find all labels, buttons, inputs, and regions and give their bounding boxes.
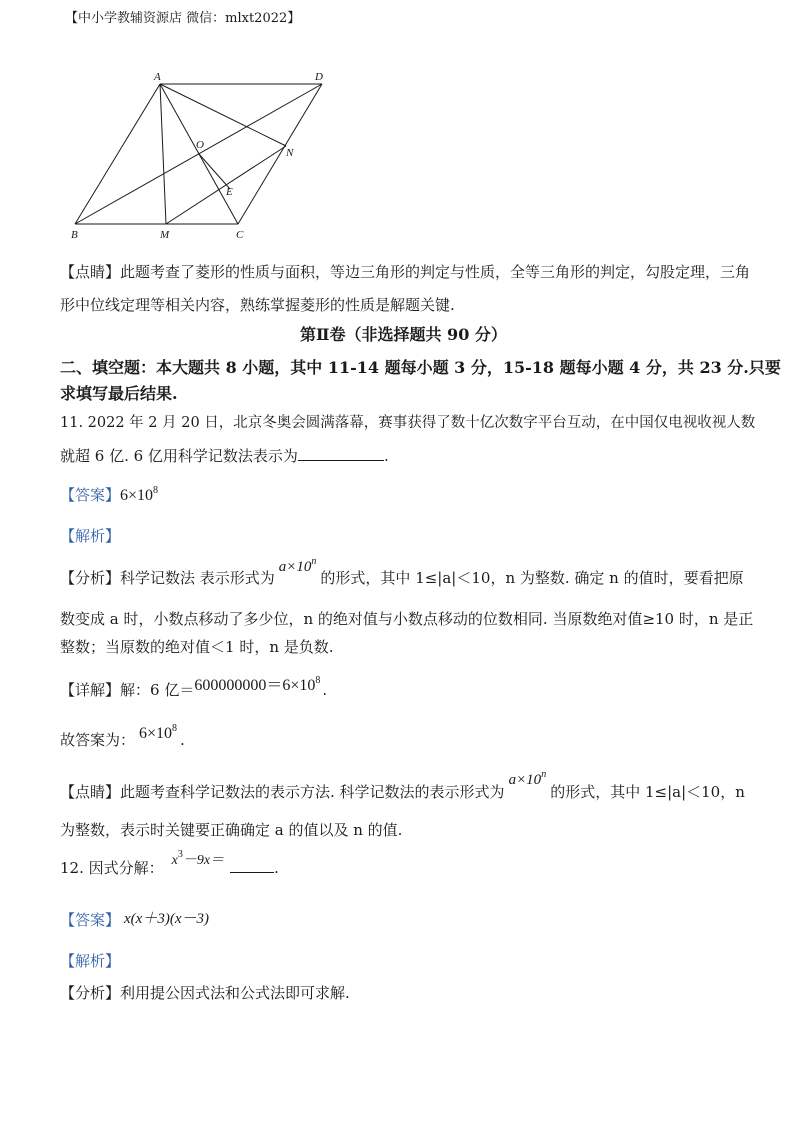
fenxi-formula-exp: n xyxy=(311,556,317,567)
q11-answer-base: 6×10 xyxy=(120,487,154,504)
dianjing-tag: 【点睛】 xyxy=(60,783,121,801)
dianjing-tag: 【点睛】 xyxy=(60,263,121,281)
fenxi-formula xyxy=(278,556,317,575)
q11-answer-value xyxy=(120,487,158,504)
prev-comment-text: 此题考查了菱形的性质与面积，等边三角形的判定与性质，全等三角形的判定，勾股定理，三角 xyxy=(120,263,751,281)
so-formula-base: 6×10 xyxy=(139,725,173,742)
prev-comment-line1 xyxy=(60,262,750,282)
dianjing-text-b: 的形式，其中 1≤|a|＜10，n xyxy=(550,783,745,801)
q11-analysis-tag: 【解析】 xyxy=(60,527,121,545)
page-header: 【中小学教辅资源店 微信：mlxt2022】 xyxy=(65,11,301,26)
q11-so xyxy=(60,723,185,751)
so-end: . xyxy=(180,731,185,749)
label-D: D xyxy=(315,71,323,83)
detail-formula-exp: 8 xyxy=(315,675,321,686)
q12-analysis-tag: 【解析】 xyxy=(60,952,121,970)
rhombus-figure xyxy=(60,64,350,244)
dianjing-formula-exp: n xyxy=(541,769,547,780)
q11-answer xyxy=(60,485,158,506)
q11-dianjing-line1 xyxy=(60,769,745,803)
dianjing-formula xyxy=(508,769,547,788)
detail-formula xyxy=(194,677,320,694)
q12-fenxi xyxy=(60,983,350,1003)
q12-end: . xyxy=(274,859,279,877)
q11-line1: 11. 2022 年 2 月 20 日，北京冬奥会圆满落幕，赛事获得了数十亿次数字平台互动，在中国仅电视收视人数 xyxy=(60,415,756,431)
fenxi-tag: 【分析】 xyxy=(60,984,121,1002)
answer-tag: 【答案】 xyxy=(60,486,121,504)
label-E: E xyxy=(226,186,233,198)
fenxi-text-b: 的形式，其中 1≤|a|＜10，n 为整数. 确定 n 的值时，要看把原 xyxy=(320,569,744,587)
q12-blank xyxy=(230,858,274,873)
q11-fenxi-line3: 整数；当原数的绝对值＜1 时，n 是负数. xyxy=(60,638,334,656)
label-C: C xyxy=(236,229,244,241)
q11-fenxi-line1 xyxy=(60,556,744,589)
q12-answer-value: x(x＋3)(x－3) xyxy=(124,911,209,927)
fenxi-formula-base: a×10 xyxy=(278,559,312,575)
so-text: 故答案为： xyxy=(60,731,136,749)
fenxi-tag: 【分析】 xyxy=(60,569,121,587)
q12-prefix: 12. 因式分解： xyxy=(60,859,164,877)
dianjing-text-a: 此题考查科学记数法的表示方法. 科学记数法的表示形式为 xyxy=(120,783,505,801)
q12-expr-exp: 3 xyxy=(177,849,183,860)
q12-expr-a: x xyxy=(171,853,178,868)
q11-answer-exp: 8 xyxy=(153,485,159,496)
q12-fenxi-text: 利用提公因式法和公式法即可求解. xyxy=(120,984,350,1002)
label-A: A xyxy=(154,71,161,83)
so-formula-exp: 8 xyxy=(172,723,178,734)
detail-end: . xyxy=(322,681,328,699)
q12-answer xyxy=(60,910,209,931)
q11-line2-text: 就超 6 亿. 6 亿用科学记数法表示为 xyxy=(60,447,298,465)
fenxi-text-a: 科学记数法 表示形式为 xyxy=(120,569,275,587)
label-O: O xyxy=(196,139,204,151)
label-B: B xyxy=(71,229,78,241)
detail-text: 解：6 亿＝ xyxy=(120,681,195,699)
detail-tag: 【详解】 xyxy=(60,681,121,699)
so-formula xyxy=(139,725,177,742)
q11-line2 xyxy=(60,446,389,466)
q11-fenxi-line2: 数变成 a 时，小数点移动了多少位，n 的绝对值与小数点移动的位数相同. 当原数绝对值≥10 时，n 是正 xyxy=(60,610,754,628)
section2-line1: 二、填空题：本大题共 8 小题，其中 11-14 题每小题 3 分，15-18 题每小题 4 分，共 23 分.只要 xyxy=(60,358,781,377)
section2-line2: 求填写最后结果. xyxy=(60,384,178,403)
q12-expression xyxy=(171,849,225,868)
answer-tag: 【答案】 xyxy=(60,911,121,929)
detail-formula-base: 600000000＝6×10 xyxy=(194,677,316,694)
label-N: N xyxy=(286,147,294,159)
part2-title: 第Ⅱ卷（非选择题共 90 分） xyxy=(300,325,507,344)
q12-expr-b: －9x＝ xyxy=(182,853,225,868)
q11-detail xyxy=(60,675,328,701)
q12-question xyxy=(60,849,279,880)
answer-blank xyxy=(298,446,384,461)
label-M: M xyxy=(160,229,170,241)
dianjing-formula-base: a×10 xyxy=(508,772,542,788)
prev-comment-line2: 形中位线定理等相关内容，熟练掌握菱形的性质是解题关键. xyxy=(60,296,455,314)
q11-line2-end: . xyxy=(383,447,389,465)
q11-dianjing-line2: 为整数，表示时关键要正确确定 a 的值以及 n 的值. xyxy=(60,821,403,839)
